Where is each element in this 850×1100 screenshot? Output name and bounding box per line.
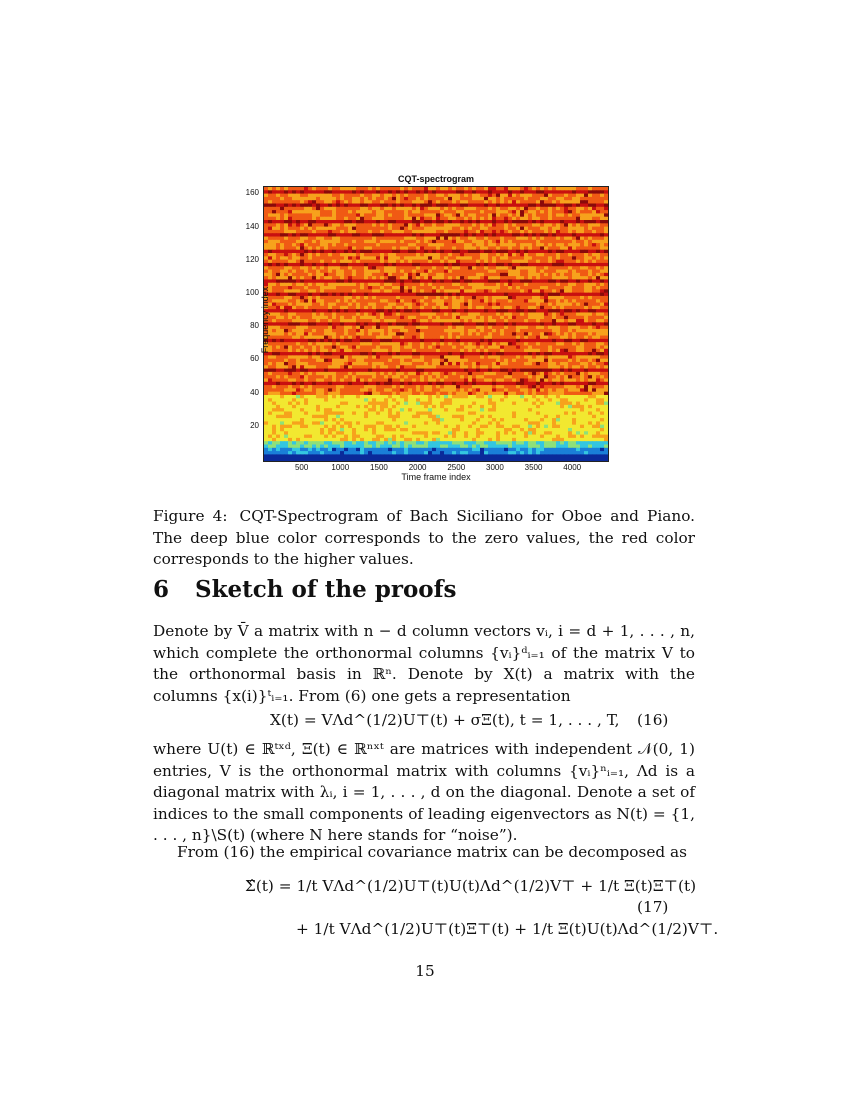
spectrogram-heatmap <box>264 187 608 461</box>
chart-title: CQT-spectrogram <box>397 174 475 184</box>
spectrogram-plot <box>263 186 609 462</box>
